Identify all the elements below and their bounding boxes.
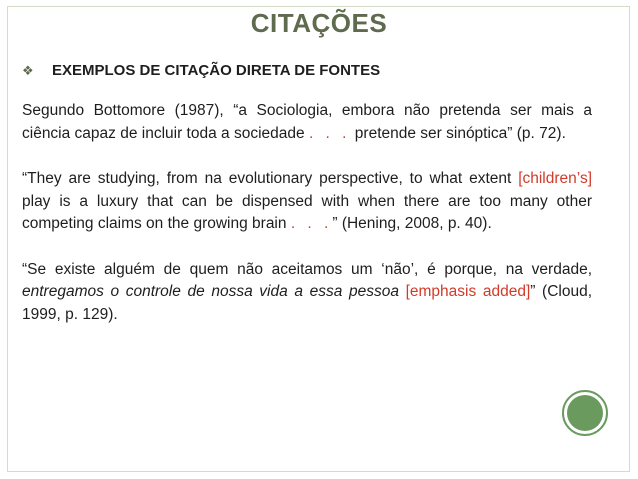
quote-1-text-b: pretende ser sinóptica” (p. 72). [350, 124, 566, 142]
slide-body [22, 100, 592, 349]
decorative-circle-inner [567, 395, 603, 431]
diamond-square-bullet-icon: ❖ [22, 62, 34, 78]
emphasized-text: entregamos o controle de nossa vida a essa pessoa [22, 283, 399, 300]
bullet-heading: EXEMPLOS DE CITAÇÃO DIRETA DE FONTES [52, 62, 381, 79]
quote-3-text-a: “Se existe alguém de quem não aceitamos um ‘não’, é porque, na verdade, [22, 260, 592, 278]
slide-title: CITAÇÕES [250, 8, 388, 38]
quote-paragraph-2 [22, 168, 592, 236]
ellipsis-2: . . . [290, 215, 333, 232]
bullet-row [22, 62, 380, 79]
emphasis-added-note: [emphasis added] [405, 283, 531, 300]
quote-paragraph-1 [22, 100, 592, 145]
quote-2-text-a: “They are studying, from na evolutionary perspective, to what extent [22, 170, 519, 187]
quote-paragraph-3 [22, 259, 592, 327]
quote-1-text-a: Segundo Bottomore (1987), “a Sociologia, embora não pretenda ser mais a ciência capaz de incluir toda a sociedade [22, 102, 592, 142]
quote-3-text-b: ” (Cloud, 1999, p. 129). [22, 283, 592, 323]
ellipsis-1: . . . [308, 124, 351, 142]
quote-2-text-c: ” (Hening, 2008, p. 40). [332, 215, 492, 232]
quote-2-text-b: play is a luxury that can be dispensed with when there are too many other competing claims on the growing brain [22, 192, 592, 232]
inserted-word: [children’s] [518, 170, 592, 187]
quote-3-space [399, 283, 406, 300]
